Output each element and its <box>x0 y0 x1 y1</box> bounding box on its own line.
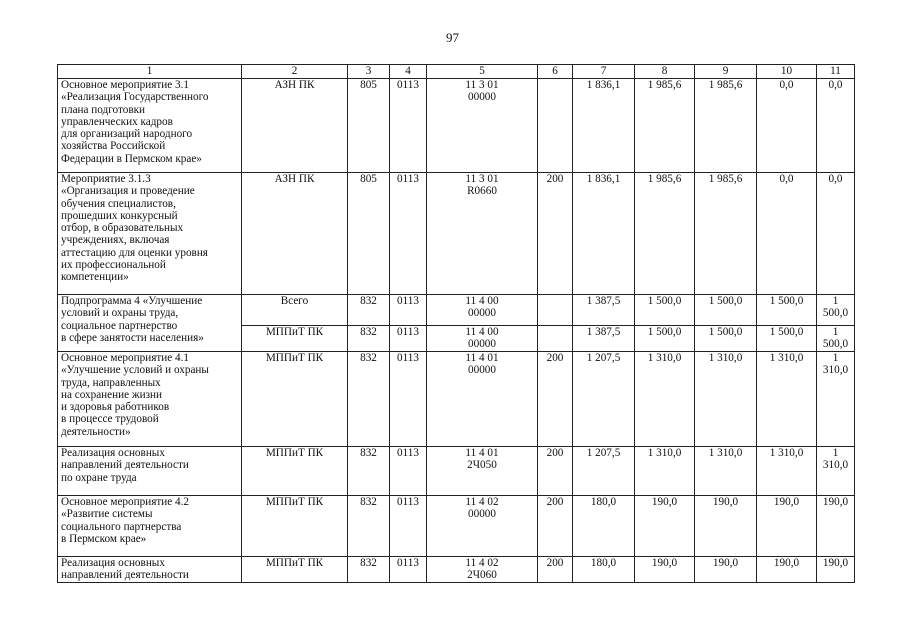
row-name-cell: Основное мероприятие 4.2 «Развитие системы социального партнерства в Пермском крае» <box>58 496 242 557</box>
table-cell: 200 <box>538 447 573 496</box>
column-header: 7 <box>573 65 635 79</box>
table-row <box>58 352 855 447</box>
table-cell: 1 836,1 <box>573 173 635 295</box>
table-cell: 1 207,5 <box>573 447 635 496</box>
table-cell: 805 <box>348 173 390 295</box>
table-row <box>58 295 855 326</box>
row-name-cell: Реализация основных направлений деятельности <box>58 557 242 583</box>
table-cell: 11 4 02 2Ч060 <box>427 557 538 583</box>
row-name-cell: Основное мероприятие 3.1 «Реализация Государственного плана подготовки управленческих кадров для организаций народного хозяйства Российской Федерации в Пермском крае» <box>58 79 242 173</box>
table-row <box>58 496 855 557</box>
table-cell: 11 4 00 00000 <box>427 295 538 326</box>
table-cell <box>538 79 573 173</box>
table-cell: Всего <box>242 295 348 326</box>
column-header: 2 <box>242 65 348 79</box>
table-row <box>58 79 855 173</box>
table-cell <box>538 326 573 352</box>
table-body <box>58 79 855 583</box>
table-cell: 1 207,5 <box>573 352 635 447</box>
table-cell: 11 4 01 2Ч050 <box>427 447 538 496</box>
table-cell: МППиТ ПК <box>242 557 348 583</box>
table-cell: 1 310,0 <box>695 352 757 447</box>
table-cell: МППиТ ПК <box>242 352 348 447</box>
table-cell: 190,0 <box>695 557 757 583</box>
table-row <box>58 557 855 583</box>
table-cell: 0113 <box>390 295 427 326</box>
table-cell: 1 500,0 <box>817 326 855 352</box>
page-number: 97 <box>446 30 459 45</box>
table-cell: 0,0 <box>817 79 855 173</box>
table-cell: 1 836,1 <box>573 79 635 173</box>
table-cell: 190,0 <box>635 496 695 557</box>
table-cell: 1 310,0 <box>695 447 757 496</box>
table-cell <box>538 295 573 326</box>
row-name-cell: Основное мероприятие 4.1 «Улучшение условий и охраны труда, направленных на сохранение жизни и здоровья работников в процессе трудовой деятельности» <box>58 352 242 447</box>
column-header: 5 <box>427 65 538 79</box>
table-cell: 0113 <box>390 557 427 583</box>
row-name-cell: Реализация основных направлений деятельности по охране труда <box>58 447 242 496</box>
table-row <box>58 447 855 496</box>
table-cell: 0,0 <box>757 79 817 173</box>
table-cell: 1 500,0 <box>635 326 695 352</box>
table-cell: 200 <box>538 557 573 583</box>
table-cell: 832 <box>348 352 390 447</box>
table-cell: 0113 <box>390 496 427 557</box>
header-row <box>58 65 855 79</box>
table-cell: 805 <box>348 79 390 173</box>
table-cell: 11 4 01 00000 <box>427 352 538 447</box>
table-cell: 190,0 <box>817 496 855 557</box>
table-cell: МППиТ ПК <box>242 326 348 352</box>
table-cell: 832 <box>348 557 390 583</box>
table-cell: 1 500,0 <box>757 295 817 326</box>
table-cell: 180,0 <box>573 557 635 583</box>
table-cell: 0113 <box>390 447 427 496</box>
table-cell: 190,0 <box>757 496 817 557</box>
table-cell: 0113 <box>390 326 427 352</box>
column-header: 4 <box>390 65 427 79</box>
table-row <box>58 173 855 295</box>
table-cell: МППиТ ПК <box>242 496 348 557</box>
table-cell: 1 985,6 <box>635 79 695 173</box>
table-cell: 1 387,5 <box>573 295 635 326</box>
table-cell: 190,0 <box>635 557 695 583</box>
column-header: 10 <box>757 65 817 79</box>
table-cell: 1 500,0 <box>695 295 757 326</box>
table-cell: 832 <box>348 295 390 326</box>
table-cell: 180,0 <box>573 496 635 557</box>
table-cell: 11 4 00 00000 <box>427 326 538 352</box>
table-cell: 1 985,6 <box>695 79 757 173</box>
column-header: 9 <box>695 65 757 79</box>
table-cell: 0113 <box>390 173 427 295</box>
table-cell: 1 985,6 <box>635 173 695 295</box>
table-cell: 1 500,0 <box>757 326 817 352</box>
table-cell: 200 <box>538 173 573 295</box>
table-cell: 1 500,0 <box>817 295 855 326</box>
table-cell: 200 <box>538 496 573 557</box>
table-cell: 0,0 <box>757 173 817 295</box>
column-header: 3 <box>348 65 390 79</box>
table-cell: 1 310,0 <box>817 447 855 496</box>
table-cell: 11 3 01 R0660 <box>427 173 538 295</box>
row-name-cell: Мероприятие 3.1.3 «Организация и проведение обучения специалистов, прошедших конкурсный отбор, в образовательных учреждениях, включая аттестацию для оценки уровня их профессиональной компетенции» <box>58 173 242 295</box>
column-header: 11 <box>817 65 855 79</box>
table-cell: 1 500,0 <box>695 326 757 352</box>
table-cell: 1 310,0 <box>635 352 695 447</box>
table-cell: АЗН ПК <box>242 79 348 173</box>
table-cell: 1 985,6 <box>695 173 757 295</box>
table-cell: 1 310,0 <box>757 447 817 496</box>
table-cell: 1 310,0 <box>757 352 817 447</box>
row-name-cell: Подпрограмма 4 «Улучшение условий и охраны труда, социальное партнерство в сфере занятости населения» <box>58 295 242 352</box>
table-cell: 1 310,0 <box>817 352 855 447</box>
table-cell: 190,0 <box>695 496 757 557</box>
table-cell: АЗН ПК <box>242 173 348 295</box>
column-header: 1 <box>58 65 242 79</box>
table-cell: 1 500,0 <box>635 295 695 326</box>
table-cell: 1 387,5 <box>573 326 635 352</box>
table-cell: 0113 <box>390 352 427 447</box>
table-cell: 1 310,0 <box>635 447 695 496</box>
table-cell: 832 <box>348 496 390 557</box>
table-cell: 190,0 <box>757 557 817 583</box>
table-cell: 11 4 02 00000 <box>427 496 538 557</box>
column-header: 6 <box>538 65 573 79</box>
table-cell: 190,0 <box>817 557 855 583</box>
budget-table <box>57 64 855 583</box>
column-header: 8 <box>635 65 695 79</box>
table-cell: 832 <box>348 447 390 496</box>
table-cell: 832 <box>348 326 390 352</box>
table-cell: 200 <box>538 352 573 447</box>
table-cell: 0,0 <box>817 173 855 295</box>
table-cell: 0113 <box>390 79 427 173</box>
table-cell: МППиТ ПК <box>242 447 348 496</box>
table-cell: 11 3 01 00000 <box>427 79 538 173</box>
